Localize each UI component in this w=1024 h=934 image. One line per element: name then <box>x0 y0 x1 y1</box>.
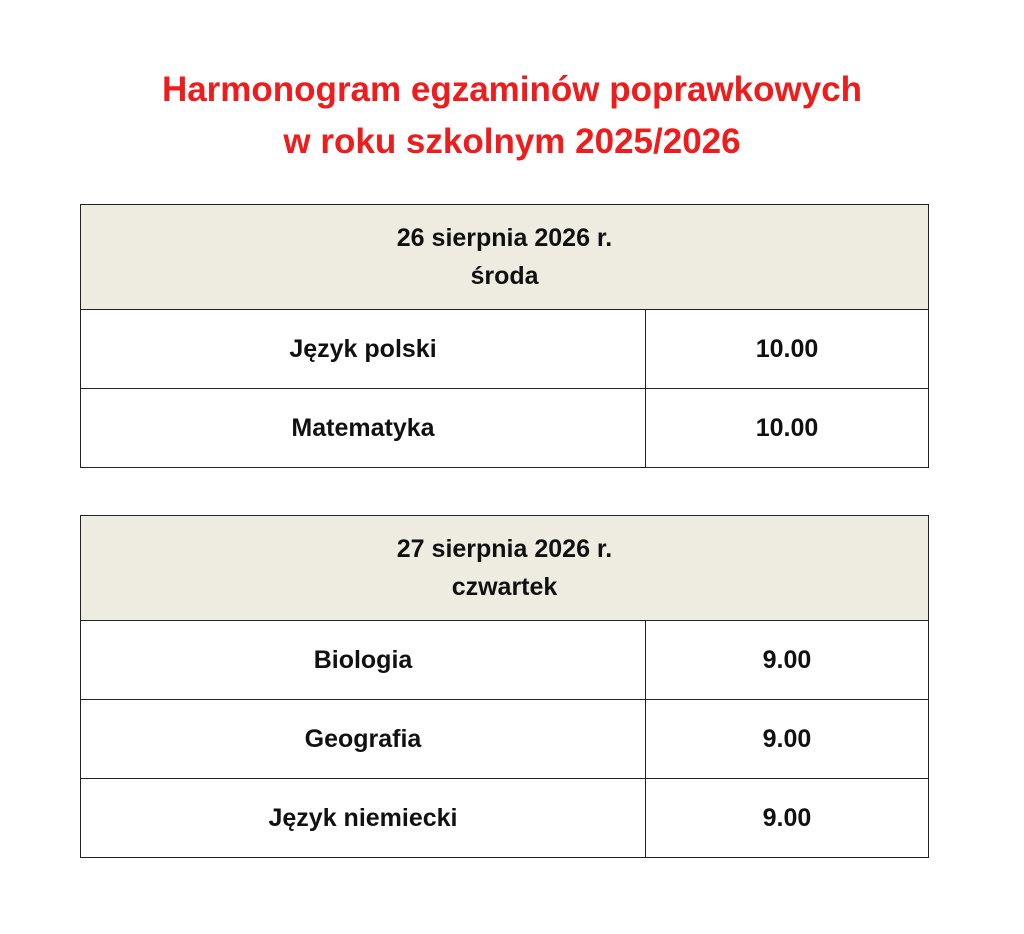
day-date: 26 sierpnia 2026 r. <box>396 224 613 252</box>
exam-time: 9.00 <box>646 621 929 700</box>
day-weekday: czwartek <box>451 573 558 601</box>
table-row <box>81 621 929 700</box>
exam-time: 9.00 <box>646 779 929 858</box>
table-row <box>81 310 929 389</box>
day-header-row <box>81 516 929 621</box>
exam-time: 10.00 <box>646 310 929 389</box>
page-title <box>0 64 1024 168</box>
day-header <box>81 205 929 310</box>
table-row <box>81 779 929 858</box>
exam-subject: Język niemiecki <box>81 779 646 858</box>
title-line-2: w roku szkolnym 2025/2026 <box>283 122 741 161</box>
exam-time: 9.00 <box>646 700 929 779</box>
exam-time: 10.00 <box>646 389 929 468</box>
exam-table-day-1 <box>80 204 929 468</box>
day-weekday: środa <box>470 262 539 290</box>
table-row <box>81 700 929 779</box>
exam-table-day-2 <box>80 515 929 858</box>
day-header-row <box>81 205 929 310</box>
day-header <box>81 516 929 621</box>
day-date: 27 sierpnia 2026 r. <box>396 535 613 563</box>
exam-subject: Język polski <box>81 310 646 389</box>
exam-subject: Matematyka <box>81 389 646 468</box>
title-line-1: Harmonogram egzaminów poprawkowych <box>161 70 863 109</box>
exam-subject: Biologia <box>81 621 646 700</box>
table-row <box>81 389 929 468</box>
exam-subject: Geografia <box>81 700 646 779</box>
